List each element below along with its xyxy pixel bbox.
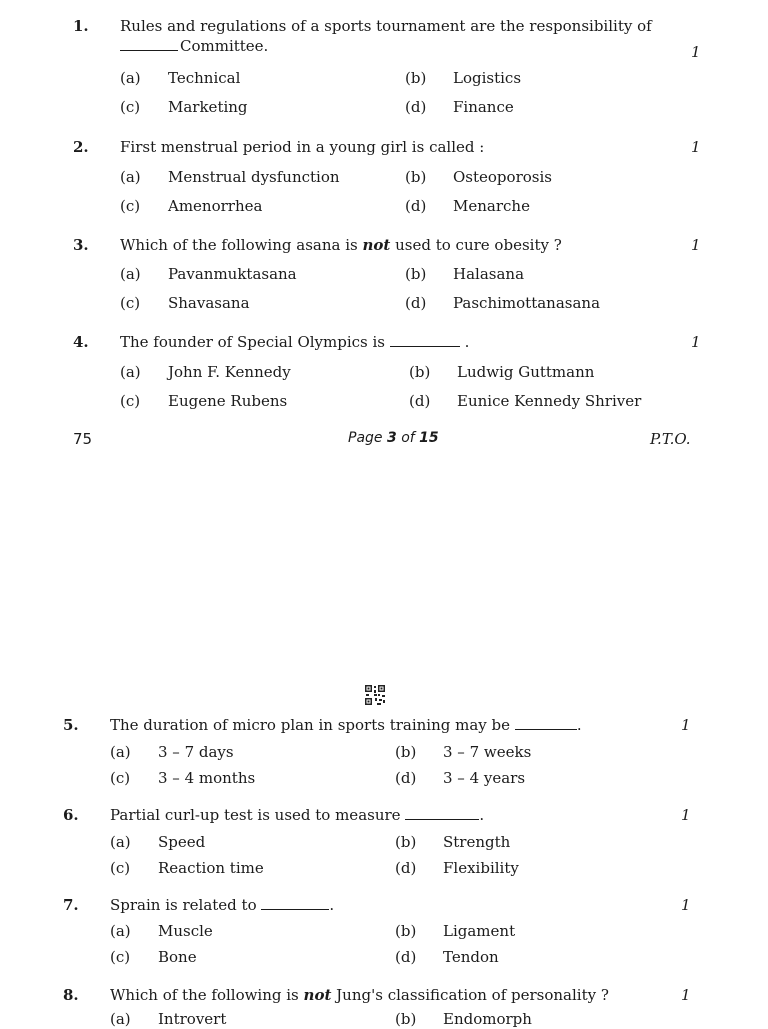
option-b: (b) Halasana	[405, 265, 525, 283]
answer-blank	[405, 806, 479, 820]
option-c: (c) Shavasana	[120, 294, 250, 312]
question-marks: 1	[691, 43, 701, 61]
option-a: (a) 3 – 7 days	[110, 743, 234, 761]
question-text: Sprain is related to .	[110, 896, 335, 914]
question-text: Rules and regulations of a sports tournament are the responsibility of Committee.	[120, 17, 652, 55]
question-number: 8.	[63, 986, 79, 1004]
question-text: The duration of micro plan in sports training may be .	[110, 716, 582, 734]
emphasis-not: not	[362, 236, 391, 254]
question-number: 1.	[73, 17, 89, 35]
question-text: Partial curl-up test is used to measure .	[110, 806, 485, 824]
question-number: 3.	[73, 236, 89, 254]
answer-blank	[261, 896, 329, 910]
answer-blank	[515, 716, 577, 730]
option-c: (c) Eugene Rubens	[120, 392, 288, 410]
question-marks: 1	[691, 236, 701, 254]
option-c: (c) Reaction time	[110, 859, 264, 877]
option-a: (a) John F. Kennedy	[120, 363, 291, 381]
option-c: (c) Bone	[110, 948, 197, 966]
option-d: (d) Menarche	[405, 197, 530, 215]
option-d: (d) Flexibility	[395, 859, 519, 877]
question-marks: 1	[691, 138, 701, 156]
question-marks: 1	[681, 986, 691, 1004]
option-a: (a) Speed	[110, 833, 206, 851]
question-marks: 1	[691, 333, 701, 351]
emphasis-not: not	[303, 986, 332, 1004]
exam-page-4	[0, 680, 768, 1028]
question-text: First menstrual period in a young girl is called :	[120, 138, 485, 156]
exam-page-3	[0, 0, 768, 460]
option-c: (c) Marketing	[120, 98, 248, 116]
question-marks: 1	[681, 806, 691, 824]
question-marks: 1	[681, 716, 691, 734]
question-number: 2.	[73, 138, 89, 156]
question-marks: 1	[681, 896, 691, 914]
answer-blank	[390, 333, 460, 347]
question-text: Which of the following is not Jung's classification of personality ?	[110, 986, 609, 1004]
option-b: (b) Logistics	[405, 69, 522, 87]
paper-code: 75	[73, 430, 93, 448]
option-d: (d) Paschimottanasana	[405, 294, 601, 312]
pto-label: P.T.O.	[650, 430, 691, 448]
option-b: (b) Ludwig Guttmann	[409, 363, 595, 381]
option-b: (b) Endomorph	[395, 1010, 532, 1028]
option-d: (d) Eunice Kennedy Shriver	[409, 392, 642, 410]
question-number: 7.	[63, 896, 79, 914]
option-b: (b) Ligament	[395, 922, 516, 940]
option-d: (d) 3 – 4 years	[395, 769, 526, 787]
option-b: (b) Strength	[395, 833, 511, 851]
option-a: (a) Menstrual dysfunction	[120, 168, 340, 186]
question-text: Which of the following asana is not used to cure obesity ?	[120, 236, 562, 254]
question-number: 6.	[63, 806, 79, 824]
option-b: (b) Osteoporosis	[405, 168, 552, 186]
option-d: (d) Tendon	[395, 948, 499, 966]
question-number: 5.	[63, 716, 79, 734]
option-a: (a) Introvert	[110, 1010, 227, 1028]
option-c: (c) Amenorrhea	[120, 197, 263, 215]
question-text: The founder of Special Olympics is .	[120, 333, 470, 351]
question-number: 4.	[73, 333, 89, 351]
option-a: (a) Technical	[120, 69, 241, 87]
option-c: (c) 3 – 4 months	[110, 769, 256, 787]
option-a: (a) Muscle	[110, 922, 213, 940]
option-d: (d) Finance	[405, 98, 514, 116]
option-b: (b) 3 – 7 weeks	[395, 743, 532, 761]
page-number: Page 3 of 15	[348, 430, 439, 446]
option-a: (a) Pavanmuktasana	[120, 265, 297, 283]
answer-blank	[120, 37, 178, 51]
